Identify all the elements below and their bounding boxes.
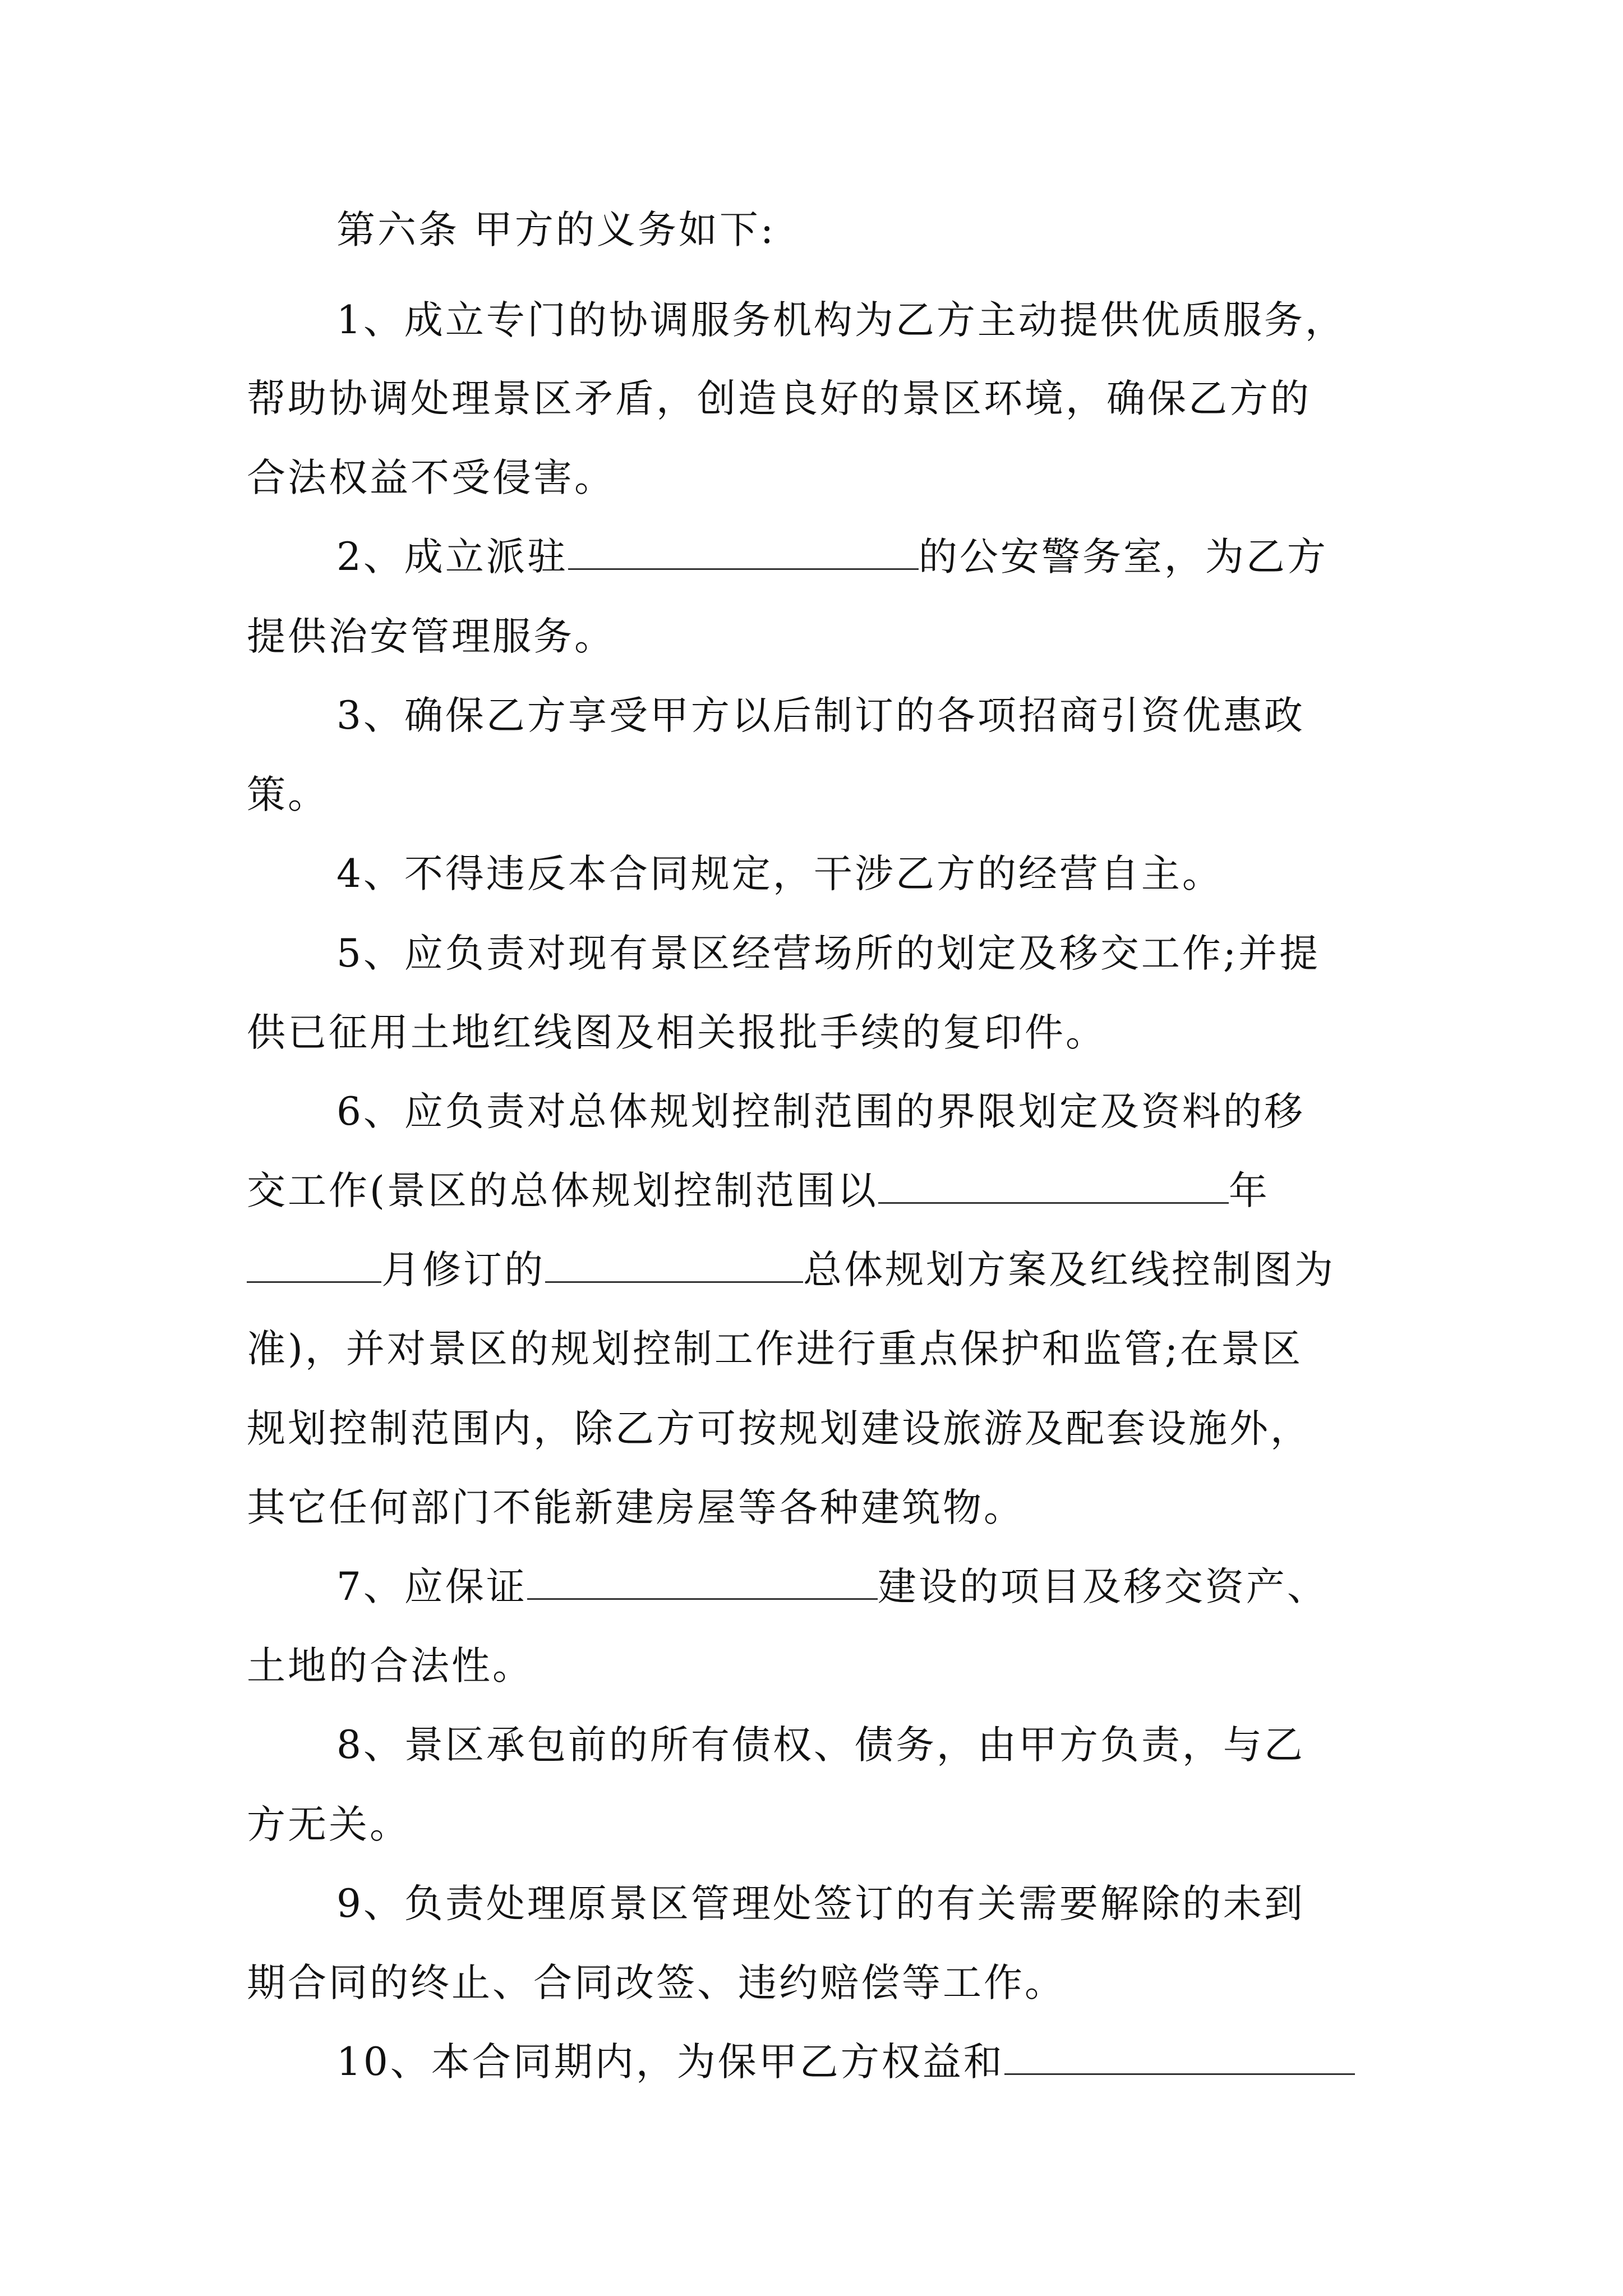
clause-9-line-1: 9、负责处理原景区管理处签订的有关需要解除的未到 bbox=[336, 1881, 1305, 1926]
clause-6-line-2: 交工作(景区的总体规划控制范围以 年 bbox=[247, 1168, 1270, 1213]
clause-1-line-2: 帮助协调处理景区矛盾，创造良好的景区环境，确保乙方的 bbox=[247, 376, 1311, 421]
clause-6-line-5: 规划控制范围内，除乙方可按规划建设旅游及配套设施外， bbox=[247, 1406, 1311, 1451]
fill-in-blank[interactable] bbox=[527, 1563, 878, 1600]
clause-7-line-2: 土地的合法性。 bbox=[247, 1644, 533, 1688]
clause-6-line-3: 月修订的 总体规划方案及红线控制图为 bbox=[247, 1239, 1335, 1301]
clause-4-line-1: 4、不得违反本合同规定，干涉乙方的经营自主。 bbox=[336, 852, 1223, 896]
clause-3-line-2: 策。 bbox=[247, 772, 329, 817]
fill-in-blank[interactable] bbox=[568, 533, 919, 570]
clause-1-line-1: 1、成立专门的协调服务机构为乙方主动提供优质服务， bbox=[336, 298, 1346, 343]
fill-in-blank[interactable] bbox=[247, 1246, 381, 1283]
clause-6-line-1: 6、应负责对总体规划控制范围的界限划定及资料的移 bbox=[336, 1089, 1305, 1134]
clause-2-line-2: 提供治安管理服务。 bbox=[247, 614, 615, 659]
clause-6-line-4: 准)，并对景区的规划控制工作进行重点保护和监管;在景区 bbox=[247, 1327, 1303, 1372]
clause-3-line-1: 3、确保乙方享受甲方以后制订的各项招商引资优惠政 bbox=[336, 693, 1305, 738]
clause-5-line-2: 供已征用土地红线图及相关报批手续的复印件。 bbox=[247, 1010, 1106, 1055]
article-6-heading: 第六条 甲方的义务如下: bbox=[336, 208, 776, 252]
fill-in-blank[interactable] bbox=[878, 1167, 1229, 1204]
clause-2-line-1: 2、成立派驻 的公安警务室，为乙方 bbox=[336, 535, 1328, 579]
clause-7-line-1: 7、应保证 建设的项目及移交资产、 bbox=[336, 1565, 1328, 1609]
clause-9-line-2: 期合同的终止、合同改签、违约赔偿等工作。 bbox=[247, 1961, 1066, 2005]
clause-6-line-6: 其它任何部门不能新建房屋等各种建筑物。 bbox=[247, 1485, 1025, 1530]
clause-8-line-1: 8、景区承包前的所有债权、债务，由甲方负责，与乙 bbox=[336, 1723, 1305, 1768]
clause-10-line-1: 10、本合同期内，为保甲乙方权益和 bbox=[336, 2031, 1355, 2093]
fill-in-blank[interactable] bbox=[545, 1246, 803, 1283]
clause-1-line-3: 合法权益不受侵害。 bbox=[247, 455, 615, 500]
clause-5-line-1: 5、应负责对现有景区经营场所的划定及移交工作;并提 bbox=[336, 931, 1321, 976]
fill-in-blank[interactable] bbox=[1004, 2039, 1355, 2075]
clause-8-line-2: 方无关。 bbox=[247, 1802, 411, 1847]
